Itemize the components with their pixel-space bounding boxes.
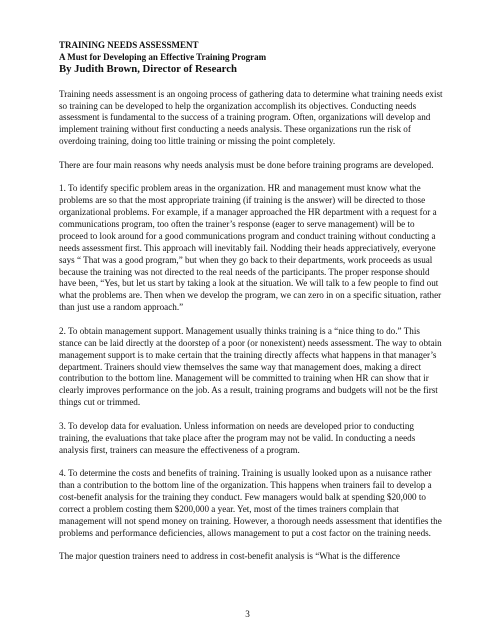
cost-benefit-paragraph: The major question trainers need to address in cost-benefit analysis is “What is the difference	[59, 551, 400, 562]
reason-2-paragraph: 2. To obtain management support. Management usually thinks training is a “nice thing to do.” This stance can be laid directly at the doorstep of a poor (or nonexistent) needs assessment. The way to obtain management support is to make certain that the training directly affects what happens in that manager’s department. Trainers should view themselves the same way that management does, making a direct contribution to the bottom line. Management will be committed to training when HR can show that ir clearly improves performance on the job. As a result, training programs and budgets will not be the first things cut or trimmed.	[59, 325, 442, 408]
document-title: TRAINING NEEDS ASSESSMENT	[59, 40, 199, 50]
intro-paragraph: Training needs assessment is an ongoing process of gathering data to determine what training needs exist so training can be developed to help the organization accomplish its objectives. Conducting needs assessment is fundamental to the success of a training program. Often, organizations will develop and implement training without first conducting a needs analysis. These organizations run the risk of overdoing training, doing too little training or missing the point completely.	[59, 88, 443, 147]
reason-1-paragraph: 1. To identify specific problem areas in the organization. HR and management must know what the problems are so that the most appropriate training (if training is the answer) will be directed to those organizational problems. For example, if a manager approached the HR department with a request for a communications program, too often the trainer’s response (eager to serve management) will be to proceed to look around for a good communications program and conduct training without conducting a needs assessment first. This approach will inevitably fail. Nodding their heads appreciatively, everyone says “ That was a good program,” but when they go back to their departments, work proceeds as usual because the training was not directed to the real needs of the participants. The proper response should have been, “Yes, but let us start by taking a look at the situation. We will talk to a few people to find out what the problems are. Then when we develop the program, we can zero in on a specific situation, rather than just use a random approach.”	[59, 183, 442, 313]
reason-3-paragraph: 3. To develop data for evaluation. Unless information on needs are developed prior to conducting training, the evaluations that take place after the program may not be valid. In conducting a needs analysis first, trainers can measure the effectiveness of a program.	[59, 420, 416, 455]
author-byline: By Judith Brown, Director of Research	[59, 63, 237, 76]
reason-4-paragraph: 4. To determine the costs and benefits of training. Training is usually looked upon as a nuisance rather than a contribution to the bottom line of the organization. This happens when trainers fail to develop a cost-benefit analysis for the training they conduct. Few managers would balk at spending $20,000 to correct a problem costing them $200,000 a year. Yet, most of the times trainers complain that management will not spend money on training. However, a thorough needs assessment that identifies the problems and performance deficiencies, allows management to put a cost factor on the training needs.	[59, 468, 442, 538]
page-number: 3	[245, 609, 250, 619]
document-body	[59, 40, 443, 575]
document-subtitle: A Must for Developing an Effective Training Program	[59, 51, 267, 62]
reasons-intro-paragraph: There are four main reasons why needs analysis must be done before training programs are developed.	[59, 159, 434, 170]
